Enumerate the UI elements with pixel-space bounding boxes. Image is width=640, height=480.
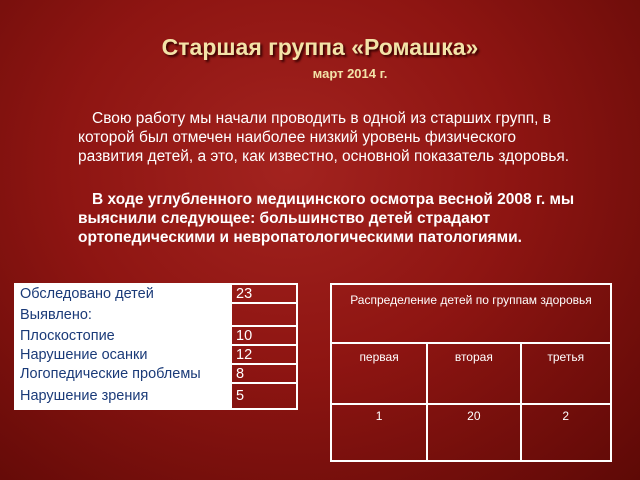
group-column-label: вторая xyxy=(427,343,520,404)
row-value: 8 xyxy=(231,364,297,383)
group-value: 1 xyxy=(331,404,427,461)
findings-paragraph: В ходе углубленного медицинского осмотра весной 2008 г. мы выяснили следующее: большинство детей страдают ортопедическими и невропатологическими патологиями. xyxy=(78,191,575,246)
examination-table xyxy=(14,283,298,410)
row-label: Нарушение осанки xyxy=(15,345,231,364)
group-value: 2 xyxy=(521,404,612,461)
table-row xyxy=(15,345,297,364)
group-column-label: третья xyxy=(521,343,612,404)
health-groups-table xyxy=(330,283,612,462)
group-value: 20 xyxy=(427,404,520,461)
row-label: Логопедические проблемы xyxy=(15,364,231,383)
health-groups-header: Распределение детей по группам здоровья xyxy=(331,284,611,343)
row-value: 10 xyxy=(231,326,297,345)
row-label: Обследовано детей xyxy=(15,284,231,303)
row-value: 5 xyxy=(231,383,297,409)
table-row xyxy=(15,303,297,326)
table-row xyxy=(15,383,297,409)
row-label: Выявлено: xyxy=(15,303,231,326)
group-column-label: первая xyxy=(331,343,427,404)
row-value xyxy=(231,303,297,326)
intro-paragraph: Свою работу мы начали проводить в одной из старших групп, в которой был отмечен наиболее низкий уровень физического развития детей, а это, как известно, основной показатель здоровья. xyxy=(78,110,570,165)
row-value: 23 xyxy=(231,284,297,303)
row-label: Нарушение зрения xyxy=(15,383,231,409)
table-row xyxy=(15,364,297,383)
slide-title: Старшая группа «Ромашка» xyxy=(161,34,479,60)
row-value: 12 xyxy=(231,345,297,364)
slide-subtitle: март 2014 г. xyxy=(312,66,388,81)
table-row xyxy=(15,326,297,345)
table-row xyxy=(15,284,297,303)
row-label: Плоскостопие xyxy=(15,326,231,345)
